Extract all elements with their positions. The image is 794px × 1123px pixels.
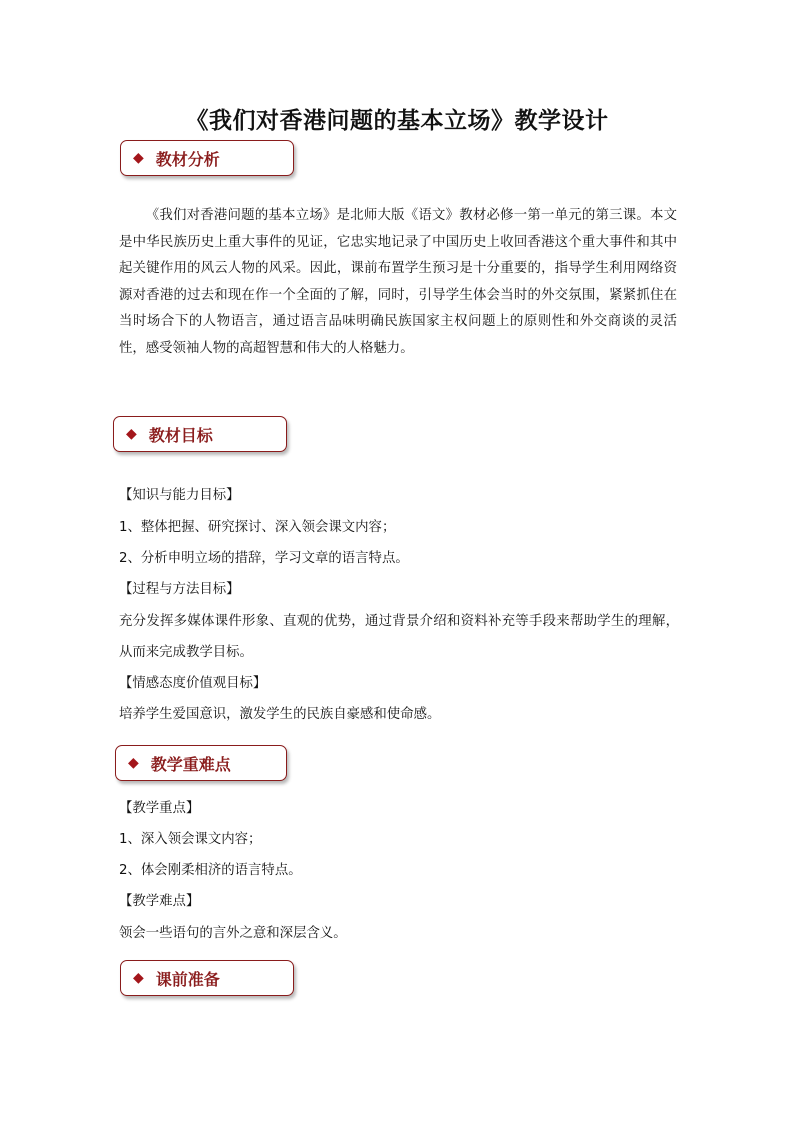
section-label: 教材分析 [155, 149, 220, 169]
section-header-key-points [115, 745, 287, 781]
diamond-bullet-icon: ◆ [133, 970, 144, 986]
knowledge-item: 1、整体把握、研究探讨、深入领会课文内容； [119, 520, 396, 535]
emotion-heading: 【情感态度价值观目标】 [119, 676, 267, 691]
knowledge-item: 2、分析申明立场的措辞，学习文章的语言特点。 [119, 551, 409, 566]
section-label: 课前准备 [155, 969, 220, 989]
difficulty-text: 领会一些语句的言外之意和深层含义。 [119, 926, 347, 941]
analysis-paragraph: 《我们对香港问题的基本立场》是北师大版《语文》教材必修一第一单元的第三课。本文是中华民族历史上重大事件的见证，它忠实地记录了中国历史上收回香港这个重大事件和其中起关键作用的风云人物的风采。因此，课前布置学生预习是十分重要的，指导学生利用网络资源对香港的过去和现在作一个全面的了解，同时，引导学生体会当时的外交氛围，紧紧抓住在当时场合下的人物语言，通过语言品味明确民族国家主权问题上的原则性和外交商谈的灵活性，感受领袖人物的高超智慧和伟大的人格魅力。 [119, 208, 677, 356]
diamond-bullet-icon: ◆ [133, 150, 144, 166]
difficulty-heading: 【教学难点】 [119, 894, 200, 909]
process-heading: 【过程与方法目标】 [119, 582, 240, 597]
focus-heading: 【教学重点】 [119, 801, 200, 816]
document-title: 《我们对香港问题的基本立场》教学设计 [185, 107, 609, 134]
focus-item: 2、体会刚柔相济的语言特点。 [119, 863, 302, 878]
emotion-text: 培养学生爱国意识，激发学生的民族自豪感和使命感。 [119, 707, 441, 722]
section-label: 教学重难点 [150, 754, 231, 774]
section-header-goals [113, 416, 287, 452]
knowledge-heading: 【知识与能力目标】 [119, 488, 240, 503]
section-label: 教材目标 [148, 425, 213, 445]
process-text: 充分发挥多媒体课件形象、直观的优势，通过背景介绍和资料补充等手段来帮助学生的理解，从而来完成教学目标。 [119, 614, 679, 660]
section-header-analysis [120, 140, 294, 176]
diamond-bullet-icon: ◆ [128, 755, 139, 771]
focus-item: 1、深入领会课文内容； [119, 832, 262, 847]
section-header-preparation [120, 960, 294, 996]
diamond-bullet-icon: ◆ [126, 426, 137, 442]
